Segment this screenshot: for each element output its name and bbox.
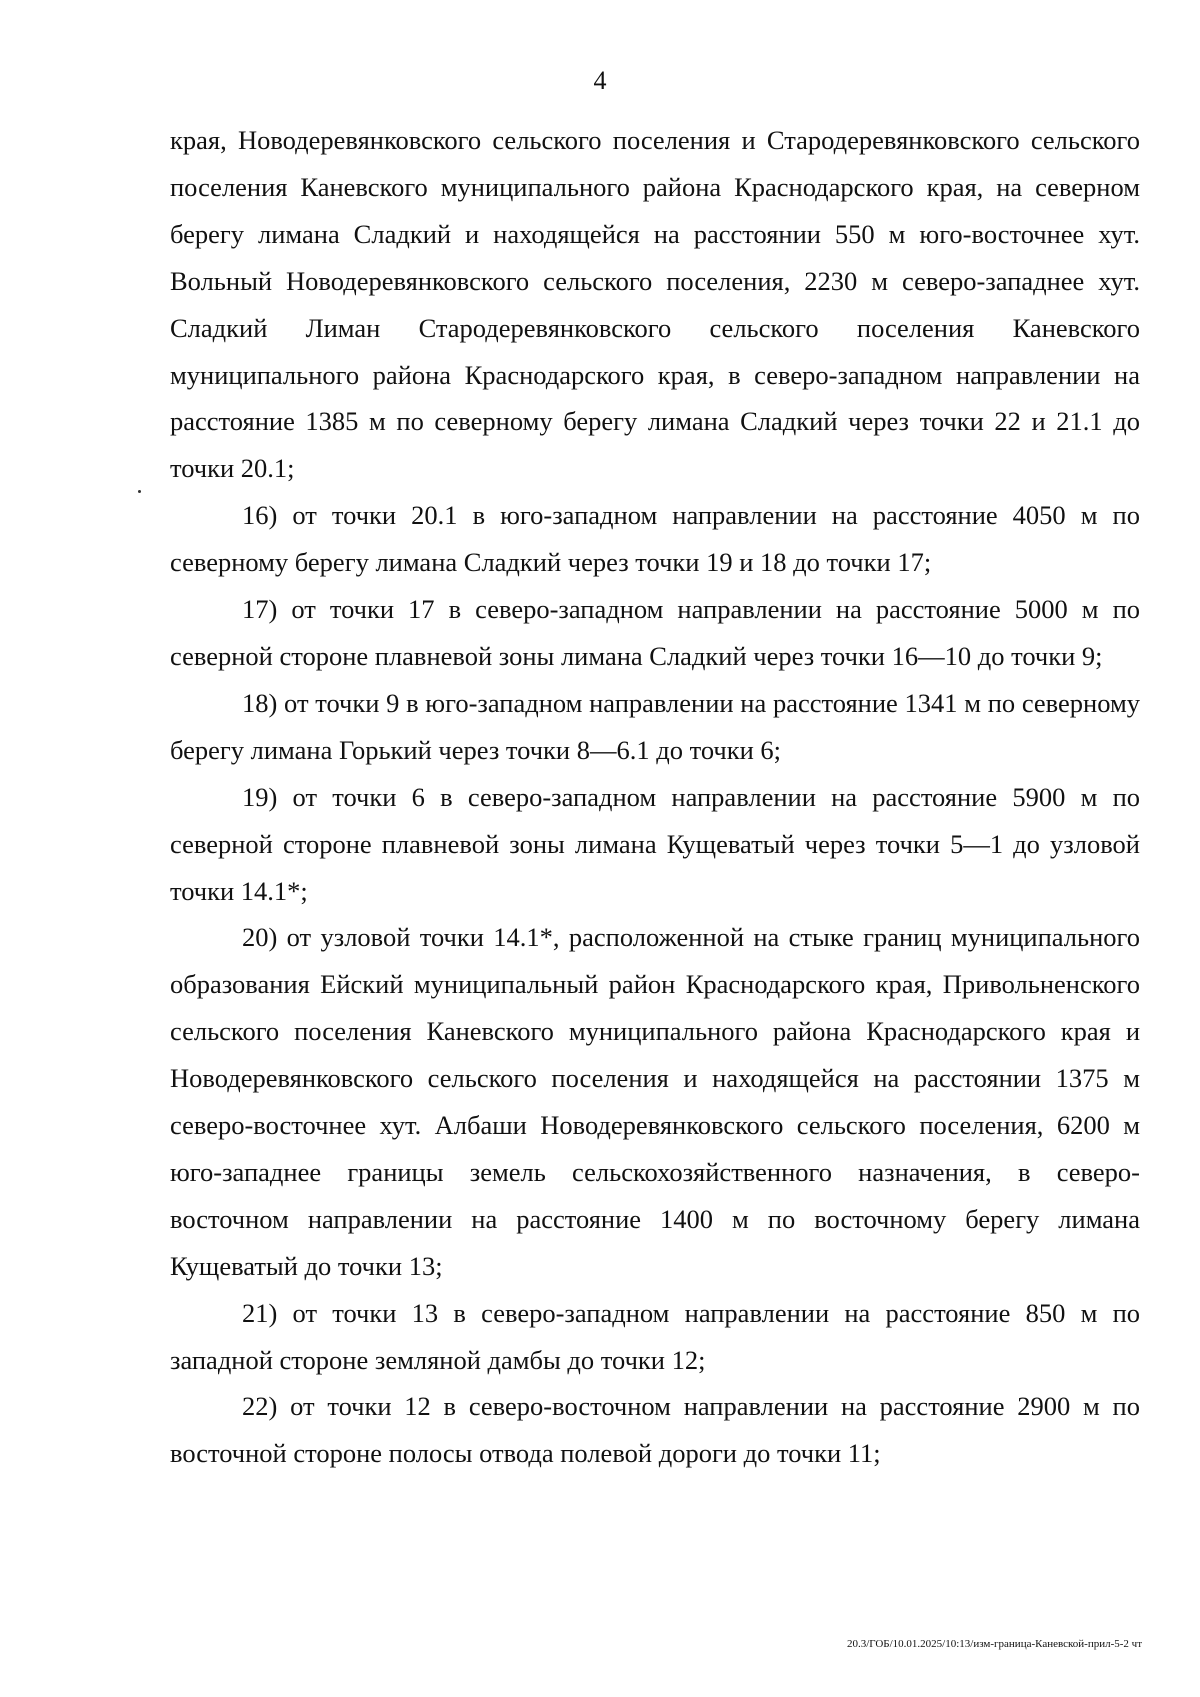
document-body [170, 117, 1140, 1477]
paragraph-item-18: 18) от точки 9 в юго-западном направлении на расстояние 1341 м по северному берегу лимана Горький через точки 8—6.1 до точки 6; [170, 687, 1140, 765]
page-number: 4 [593, 66, 607, 95]
paragraph-item-16: 16) от точки 20.1 в юго-западном направлении на расстояние 4050 м по северному берегу лимана Сладкий через точки 19 и 18 до точки 17; [170, 500, 1140, 578]
paragraph-item-21: 21) от точки 13 в северо-западном направлении на расстояние 850 м по западной стороне земляной дамбы до точки 12; [170, 1297, 1140, 1375]
paragraph-item-22: 22) от точки 12 в северо-восточном направлении на расстояние 2900 м по восточной стороне полосы отвода полевой дороги до точки 11; [170, 1391, 1140, 1469]
paragraph-continuation: края, Новодеревянковского сельского поселения и Стародеревянковского сельского поселения Каневского муниципального района Краснодарского края, на северном берегу лимана Сладкий и находящейся на расстоянии 550 м юго-восточнее хут. Вольный Новодеревянковского сельского поселения, 2230 м северо-западнее хут. Сладкий Лиман Стародеревянковского сельского поселения Каневского муниципального района Краснодарского края, в северо-западном направлении на расстояние 1385 м по северному берегу лимана Сладкий через точки 22 и 21.1 до точки 20.1; [170, 125, 1140, 484]
scan-speck [138, 490, 141, 493]
paragraph-item-19: 19) от точки 6 в северо-западном направлении на расстояние 5900 м по северной стороне плавневой зоны лимана Кущеватый через точки 5—1 до узловой точки 14.1*; [170, 781, 1140, 906]
document-footer-reference: 20.3/ГОБ/10.01.2025/10:13/изм-граница-Каневской-прил-5-2 чт [846, 1638, 1142, 1650]
paragraph-item-17: 17) от точки 17 в северо-западном направлении на расстояние 5000 м по северной стороне плавневой зоны лимана Сладкий через точки 16—10 до точки 9; [170, 594, 1140, 671]
paragraph-item-20: 20) от узловой точки 14.1*, расположенной на стыке границ муниципального образования Ейский муниципальный район Краснодарского края, Привольненского сельского поселения Каневского муниципального района Краснодарского края и Новодеревянковского сельского поселения и находящейся на расстоянии 1375 м северо-восточнее хут. Албаши Новодеревянковского сельского поселения, 6200 м юго-западнее границы земель сельскохозяйственного назначения, в северо-восточном направлении на расстояние 1400 м по восточному берегу лимана Кущеватый до точки 13; [170, 922, 1140, 1281]
